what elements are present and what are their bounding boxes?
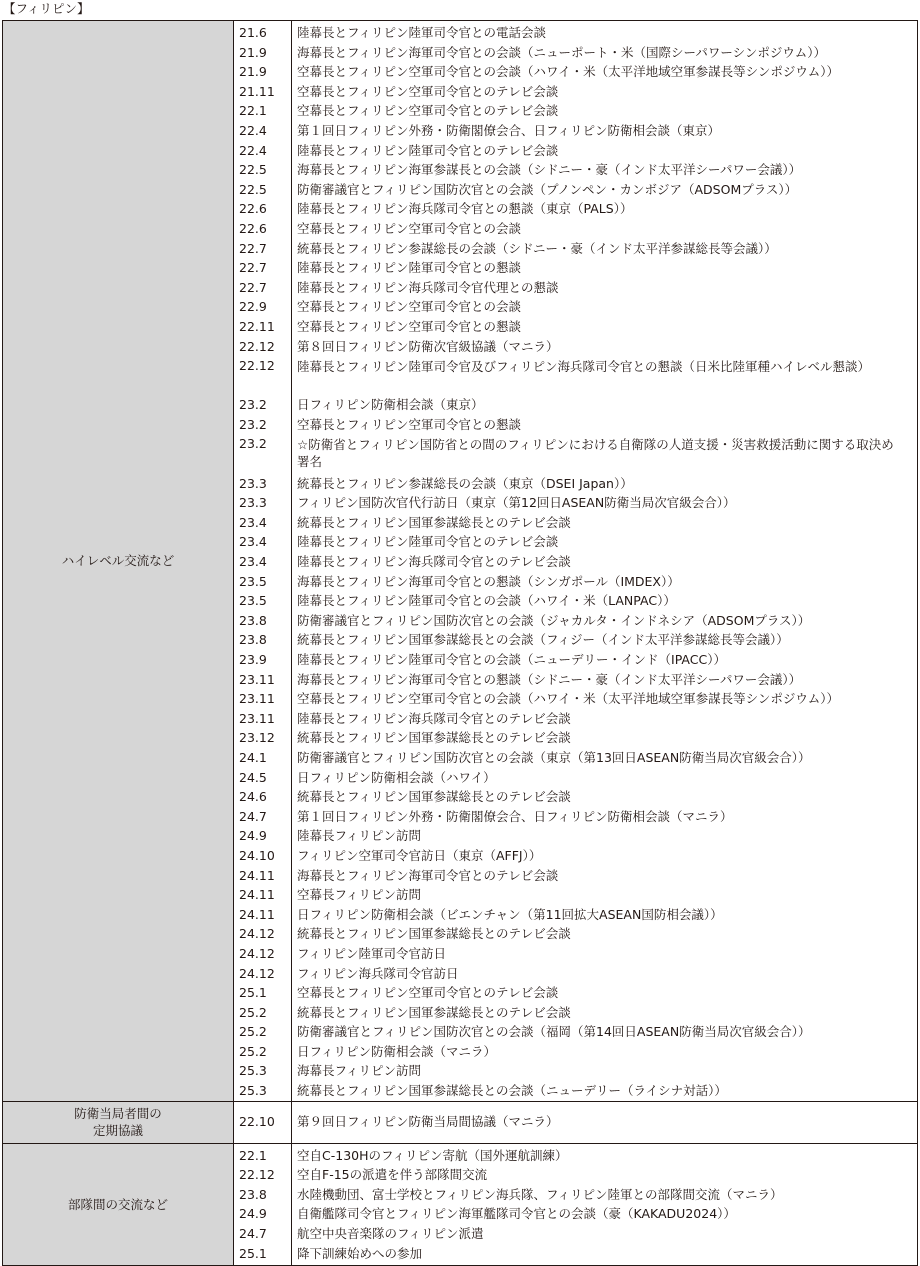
item-date: 22.11	[239, 318, 275, 334]
date-column	[234, 1101, 292, 1143]
item-description: 陸幕長とフィリピン海兵隊司令官とのテレビ会談	[297, 554, 571, 570]
item-date: 23.11	[239, 671, 275, 687]
exchange-table-body	[3, 21, 918, 1266]
item-description: 陸幕長とフィリピン海兵隊司令官とのテレビ会談	[297, 710, 571, 726]
item-date: 23.4	[239, 534, 267, 550]
item-description: 空自F-15の派遣を伴う部隊間交流	[297, 1167, 488, 1183]
item-description: 陸幕長フィリピン訪問	[297, 828, 422, 844]
item-date: 24.9	[239, 828, 267, 844]
item-date: 22.6	[239, 201, 267, 217]
item-date: 22.7	[239, 279, 267, 295]
item-date: 23.11	[239, 691, 275, 707]
item-description: 陸幕長とフィリピン海兵隊司令官代理との懇談	[297, 279, 559, 295]
item-date: 22.12	[239, 1167, 275, 1183]
item-date: 22.4	[239, 122, 267, 138]
text-column	[292, 1101, 918, 1143]
item-description: 陸幕長とフィリピン陸軍司令官とのテレビ会談	[297, 534, 559, 550]
item-description: 統幕長とフィリピン国軍参謀総長とのテレビ会談	[297, 730, 571, 746]
item-description: ☆防衛省とフィリピン国防省との間のフィリピンにおける自衛隊の人道支援・災害救援活動に関する取決め 署名	[297, 437, 907, 469]
item-date: 21.9	[239, 44, 267, 60]
item-description: 日フィリピン防衛相会談（マニラ）	[297, 1043, 497, 1059]
item-description: 第８回日フィリピン防衛次官級協議（マニラ）	[297, 338, 559, 354]
item-description: 統幕長とフィリピン国軍参謀総長とのテレビ会談	[297, 514, 571, 530]
item-date: 24.11	[239, 887, 275, 903]
item-date: 23.8	[239, 632, 267, 648]
item-description: 航空中央音楽隊のフィリピン派遣	[297, 1226, 484, 1242]
item-description: フィリピン海兵隊司令官訪日	[297, 965, 459, 981]
category-cell: 部隊間の交流など	[3, 1143, 234, 1265]
page-heading: 【フィリピン】	[3, 1, 90, 16]
item-date: 22.9	[239, 299, 267, 315]
item-description: 海幕長とフィリピン海軍司令官との会談（ニューポート・米（国際シーパワーシンポジウム））	[297, 44, 826, 60]
item-date: 24.12	[239, 926, 275, 942]
item-description: フィリピン国防次官代行訪日（東京（第12回日ASEAN防衛当局次官級会合））	[297, 495, 736, 511]
item-date: 22.4	[239, 142, 267, 158]
item-date: 25.2	[239, 1043, 267, 1059]
item-description: 空幕長とフィリピン空軍司令官との会談（ハワイ・米（太平洋地域空軍参謀長等シンポジウム））	[297, 691, 839, 707]
item-description: 空幕長とフィリピン空軍司令官との懇談	[297, 318, 522, 334]
item-date: 22.5	[239, 162, 267, 178]
item-date: 25.3	[239, 1083, 267, 1099]
item-description: 陸幕長とフィリピン陸軍司令官とのテレビ会談	[297, 142, 559, 158]
item-date: 24.7	[239, 808, 267, 824]
item-date: 24.12	[239, 945, 275, 961]
item-date: 22.7	[239, 260, 267, 276]
item-date: 24.6	[239, 789, 267, 805]
item-date: 23.4	[239, 554, 267, 570]
item-description: フィリピン陸軍司令官訪日	[297, 945, 447, 961]
item-date: 23.4	[239, 514, 267, 530]
item-description: 陸幕長とフィリピン陸軍司令官との懇談	[297, 260, 522, 276]
item-description: 海幕長フィリピン訪問	[297, 1063, 422, 1079]
item-description: 陸幕長とフィリピン陸軍司令官との電話会談	[297, 25, 547, 40]
item-description: 統幕長とフィリピン国軍参謀総長とのテレビ会談	[297, 926, 571, 942]
item-description: 水陸機動団、富士学校とフィリピン海兵隊、フィリピン陸軍との部隊間交流（マニラ）	[297, 1186, 783, 1202]
item-date: 24.7	[239, 1226, 267, 1242]
item-date: 23.8	[239, 612, 267, 628]
item-date: 25.2	[239, 1024, 267, 1040]
item-date: 24.10	[239, 847, 275, 863]
item-description: 海幕長とフィリピン海軍司令官とのテレビ会談	[297, 867, 559, 883]
section-row-unit-exchange	[3, 1143, 918, 1265]
item-date: 23.2	[239, 397, 267, 413]
item-description: 空幕長とフィリピン空軍司令官との懇談	[297, 416, 522, 432]
item-description: 海幕長とフィリピン海軍司令官との懇談（シンガポール（IMDEX））	[297, 573, 680, 589]
item-description: 海幕長とフィリピン海軍司令官との懇談（シドニー・豪（インド太平洋シーパワー会議））	[297, 671, 802, 687]
item-date: 23.8	[239, 1186, 267, 1202]
item-description: 空幕長とフィリピン空軍司令官とのテレビ会談	[297, 83, 559, 99]
item-description: 陸幕長とフィリピン陸軍司令官及びフィリピン海兵隊司令官との懇談（日米比陸軍種ハイレベル懇談）	[297, 359, 871, 375]
item-description: 陸幕長とフィリピン海兵隊司令官との懇談（東京（PALS））	[297, 201, 633, 217]
item-description: 空幕長とフィリピン空軍司令官との会談	[297, 299, 522, 315]
item-description: 空幕長とフィリピン空軍司令官との会談（ハワイ・米（太平洋地域空軍参謀長等シンポジウム））	[297, 64, 839, 80]
item-description: 統幕長とフィリピン参謀総長の会談（東京（DSEI Japan））	[297, 475, 633, 491]
item-date: 22.5	[239, 181, 267, 197]
item-date: 24.9	[239, 1206, 267, 1222]
section-row-regular-consultation	[3, 1101, 918, 1143]
item-description: 第１回日フィリピン外務・防衛閣僚会合、日フィリピン防衛相会談（マニラ）	[297, 808, 733, 824]
item-description: 空自C-130Hのフィリピン寄航（国外運航訓練）	[297, 1147, 568, 1163]
item-date: 25.2	[239, 1004, 267, 1020]
item-description: フィリピン空軍司令官訪日（東京（AFFJ））	[297, 847, 542, 863]
item-date: 25.1	[239, 1245, 267, 1261]
item-description: 日フィリピン防衛相会談（東京）	[297, 397, 484, 413]
item-date: 22.7	[239, 240, 267, 256]
item-description: 統幕長とフィリピン国軍参謀総長とのテレビ会談	[297, 789, 571, 805]
date-column	[234, 1143, 292, 1265]
item-description: 空幕長フィリピン訪問	[297, 887, 422, 903]
item-description: 第１回日フィリピン外務・防衛閣僚会合、日フィリピン防衛相会談（東京）	[297, 122, 721, 138]
item-date: 24.1	[239, 749, 267, 765]
item-description: 防衛審議官とフィリピン国防次官との会談（福岡（第14回日ASEAN防衛当局次官級会合））	[297, 1024, 811, 1040]
item-date: 22.1	[239, 1147, 267, 1163]
item-description: 統幕長とフィリピン国軍参謀総長とのテレビ会談	[297, 1004, 571, 1020]
category-cell: 防衛当局者間の 定期協議	[3, 1101, 234, 1143]
item-date: 22.12	[239, 358, 275, 374]
item-description: 防衛審議官とフィリピン国防次官との会談（東京（第13回日ASEAN防衛当局次官級会合））	[297, 749, 811, 765]
date-column	[234, 21, 292, 1102]
text-column	[292, 1143, 918, 1265]
item-description: 統幕長とフィリピン参謀総長の会談（シドニー・豪（インド太平洋参謀総長等会議））	[297, 240, 777, 256]
item-date: 23.5	[239, 573, 267, 589]
item-description: 海幕長とフィリピン海軍参謀長との会談（シドニー・豪（インド太平洋シーパワー会議））	[297, 162, 802, 178]
item-date: 23.3	[239, 495, 267, 511]
item-description: 空幕長とフィリピン空軍司令官とのテレビ会談	[297, 985, 559, 1001]
item-description: 空幕長とフィリピン空軍司令官とのテレビ会談	[297, 103, 559, 119]
item-date: 22.6	[239, 220, 267, 236]
text-column	[292, 21, 918, 1102]
item-description: 統幕長とフィリピン国軍参謀総長との会談（ニューデリー（ライシナ対話））	[297, 1083, 727, 1099]
item-description: 日フィリピン防衛相会談（ハワイ）	[297, 769, 496, 785]
item-date: 23.11	[239, 710, 275, 726]
item-date: 23.2	[239, 416, 267, 432]
item-description: 防衛審議官とフィリピン国防次官との会談（プノンペン・カンボジア（ADSOMプラス））	[297, 181, 798, 197]
item-date: 23.3	[239, 475, 267, 491]
item-description: 統幕長とフィリピン国軍参謀総長との会談（フィジー（インド太平洋参謀総長等会議））	[297, 632, 789, 648]
item-date: 22.12	[239, 338, 275, 354]
exchange-table	[2, 20, 918, 1266]
section-row-high-level	[3, 21, 918, 1102]
item-description: 空幕長とフィリピン空軍司令官との会談	[297, 220, 522, 236]
item-date: 24.11	[239, 867, 275, 883]
item-date: 22.10	[239, 1114, 275, 1130]
item-date: 24.11	[239, 906, 275, 922]
item-description: 防衛審議官とフィリピン国防次官との会談（ジャカルタ・インドネシア（ADSOMプラス））	[297, 612, 811, 628]
item-date: 21.9	[239, 64, 267, 80]
item-date: 23.2	[239, 436, 267, 452]
item-description: 陸幕長とフィリピン陸軍司令官との会談（ハワイ・米（LANPAC））	[297, 593, 676, 609]
item-description: 自衛艦隊司令官とフィリピン海軍艦隊司令官との会談（豪（KAKADU2024））	[297, 1206, 736, 1222]
item-date: 25.3	[239, 1063, 267, 1079]
item-date: 23.12	[239, 730, 275, 746]
item-description: 日フィリピン防衛相会談（ビエンチャン（第11回拡大ASEAN国防相会議））	[297, 906, 723, 922]
item-date: 25.1	[239, 985, 267, 1001]
item-date: 21.6	[239, 25, 267, 40]
item-date: 22.1	[239, 103, 267, 119]
item-date: 21.11	[239, 83, 275, 99]
item-date: 23.9	[239, 652, 267, 667]
item-date: 24.5	[239, 769, 267, 785]
item-description: 降下訓練始めへの参加	[297, 1245, 423, 1261]
item-date: 23.5	[239, 593, 267, 609]
item-description: 陸幕長とフィリピン陸軍司令官との会談（ニューデリー・インド（IPACC））	[297, 652, 726, 667]
item-description: 第９回日フィリピン防衛当局間協議（マニラ）	[297, 1114, 559, 1130]
item-date: 24.12	[239, 965, 275, 981]
category-cell: ハイレベル交流など	[3, 21, 234, 1102]
